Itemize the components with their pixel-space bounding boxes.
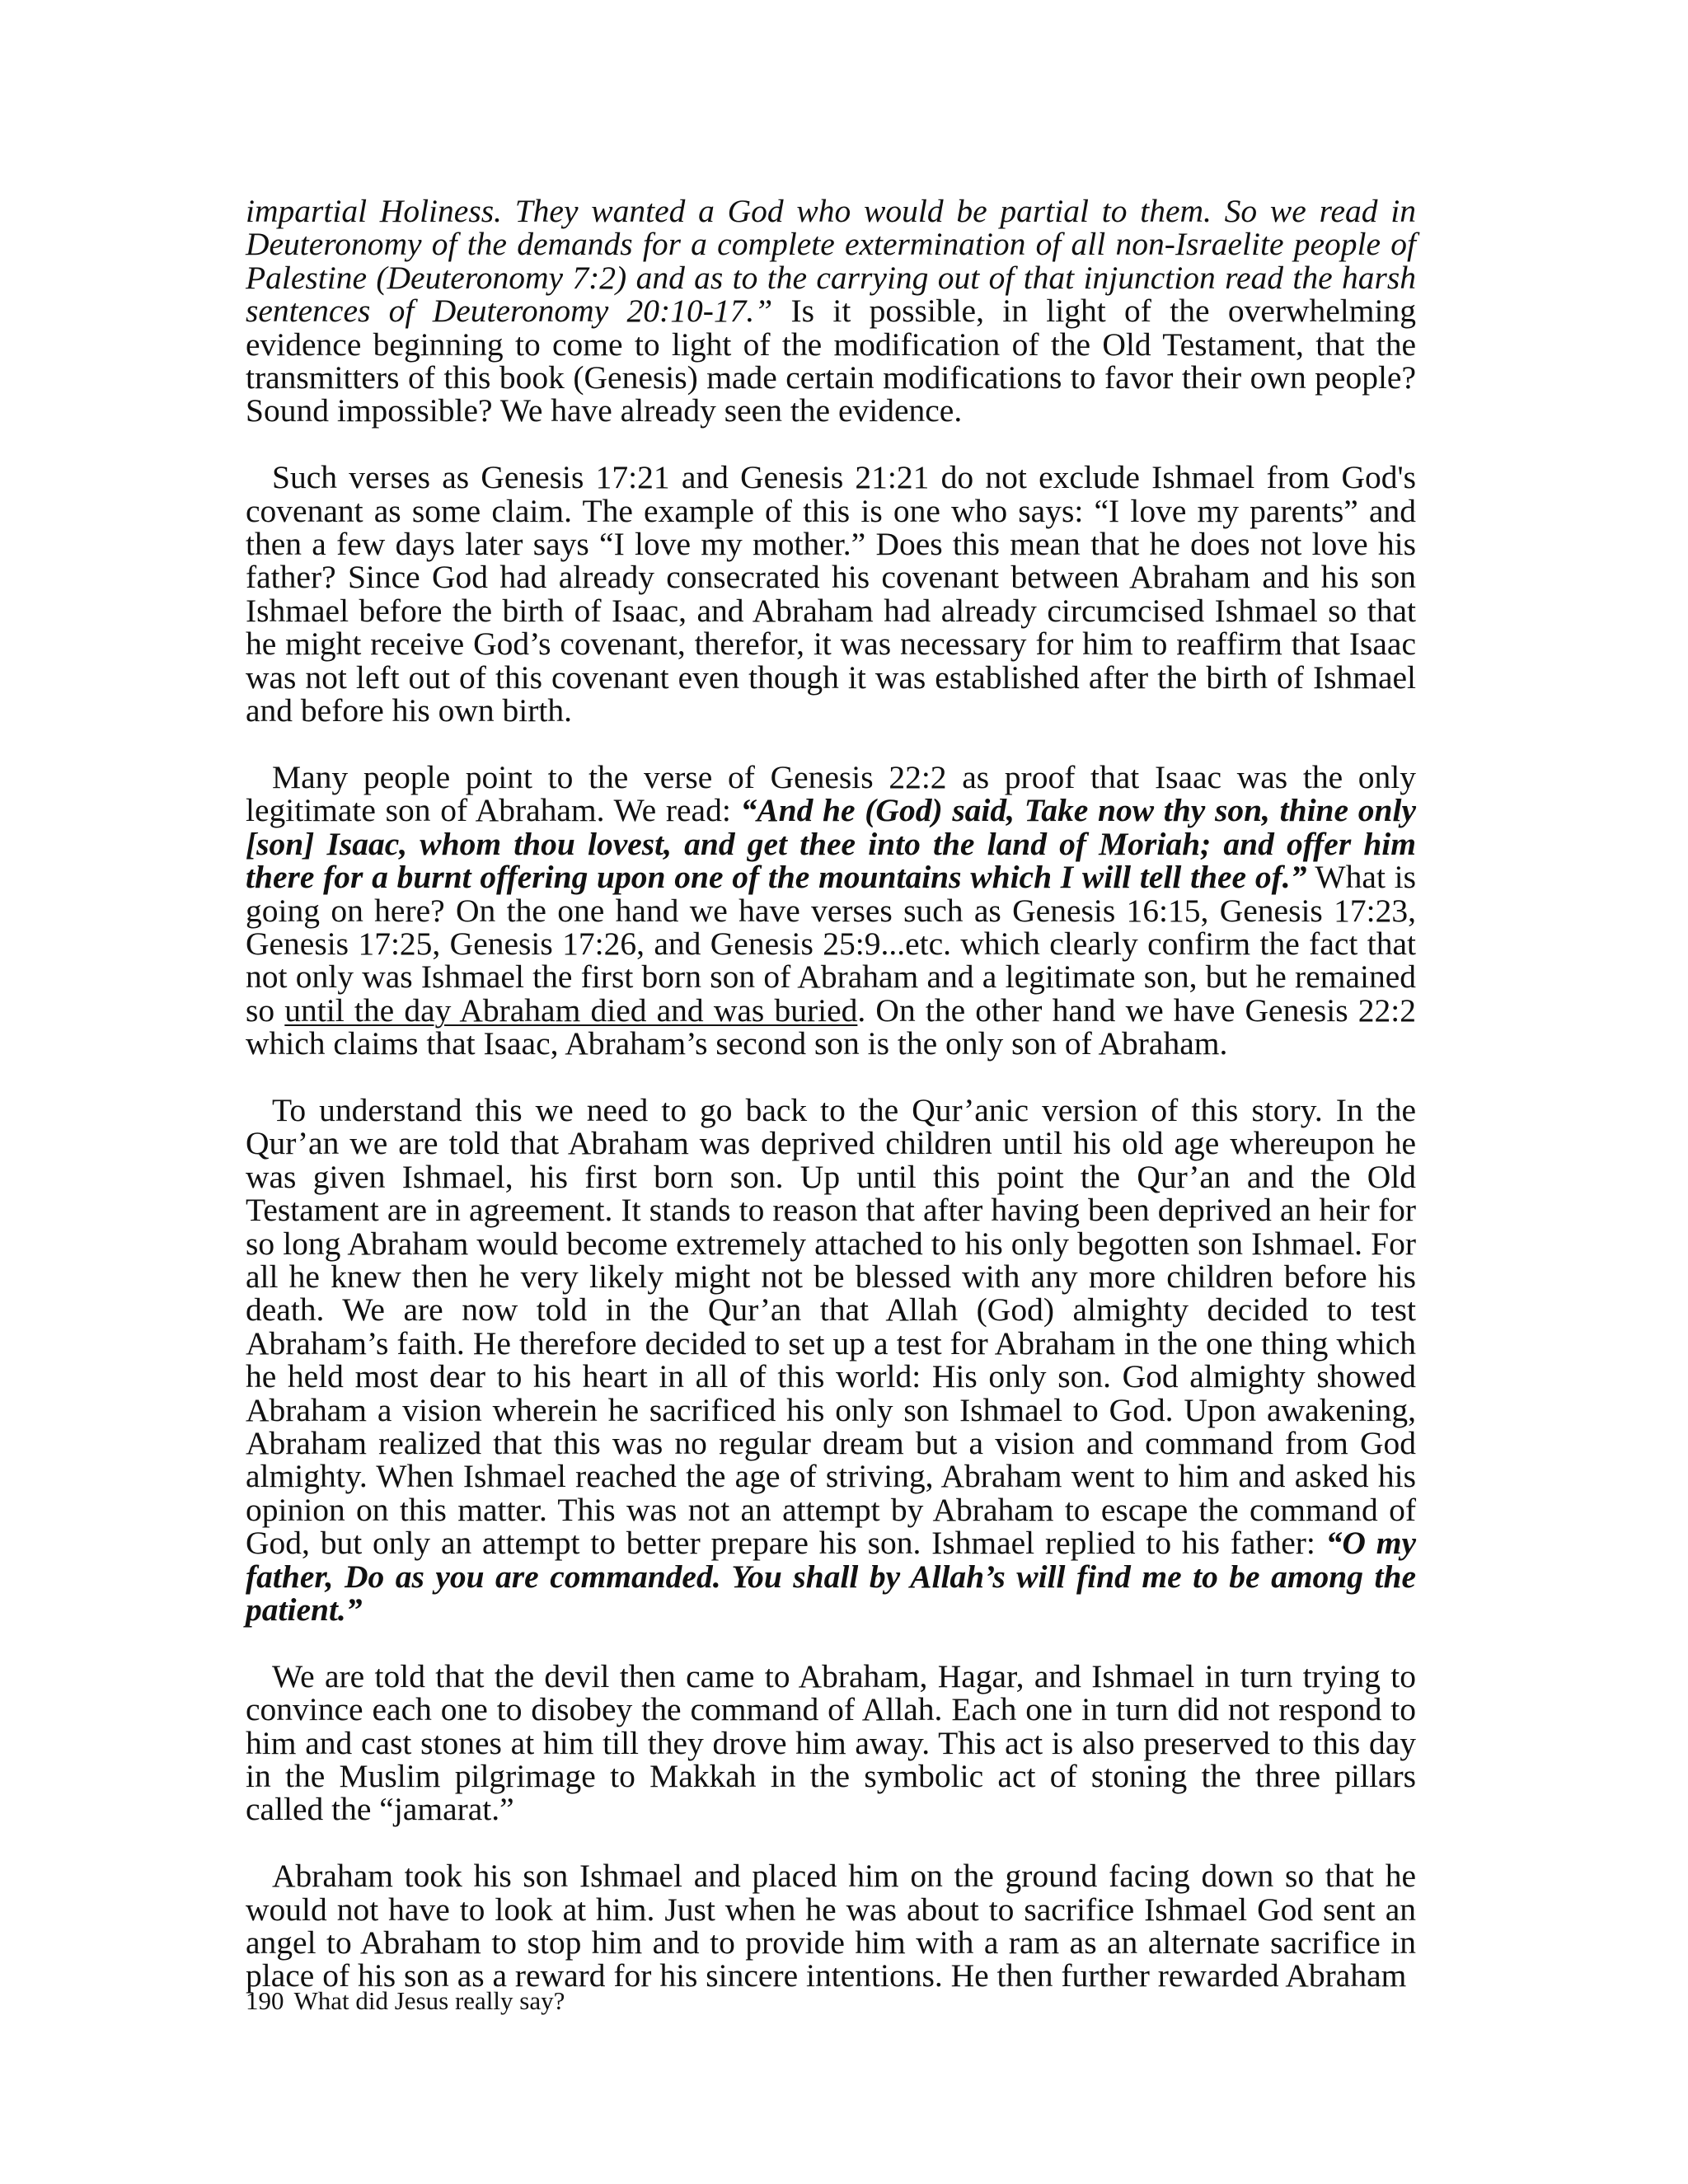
paragraph-3	[246, 758, 1417, 1062]
body-text: We are told that the devil then came to Abraham, Hagar, and Ishmael in turn trying to convince each one to disobey the command of Allah. Each one in turn did not respond to him and cast stones at him till they drove him away. This act is also preserved to this day in the Muslim pilgrimage to Makkah in the symbolic act of stoning the three pillars called the “jamarat.”	[246, 1657, 1416, 1828]
body-text: To understand this we need to go back to the Qur’anic version of this story. In the Qur’an we are told that Abraham was deprived children until his old age whereupon he was given Ishmael, his first born son. Up until this point the Qur’an and the Old Testament are in agreement. It stands to reason that after having been deprived an heir for so long Abraham would become extremely attached to his only begotten son Ishmael. For all he knew then he very likely might not be blessed with any more children before his death. We are now told in the Qur’an that Allah (God) almighty decided to test Abraham’s faith. He therefore decided to set up a test for Abraham in the one thing which he held most dear to his heart in all of this world: His only son. God almighty showed Abraham a vision wherein he sacrificed his only son Ishmael to God. Upon awakening, Abraham realized that this was no regular dream but a vision and command from God almighty. When Ishmael reached the age of striving, Abraham went to him and asked his opinion on this matter. This was not an attempt by Abraham to escape the command of God, but only an attempt to better prepare his son. Ishmael replied to his father:	[246, 1091, 1416, 1562]
paragraph-2	[246, 461, 1416, 727]
page-number: 190	[246, 1986, 284, 2015]
quote-text: impartial Holiness. They wanted a God who would be partial to them. So we read in Deuteronomy of the demands for a complete extermination of all non-Israelite people of Palestine (Deuteronomy 7:2) and as to the carrying out of that injunction read the harsh sentences of Deuteronomy 20:10-17.”	[246, 193, 1416, 330]
quran-quote: “O my father, Do as you are commanded. You shall by Allah’s will find me to be among the patient.”	[246, 1525, 1416, 1629]
body-text: Is it possible, in light of the overwhelming evidence beginning to come to light of the modification of the Old Testament, that the transmitters of this book (Genesis) made certain modifications to favor their own people? Sound impossible? We have already seen the evidence.	[246, 293, 1416, 429]
underlined-phrase: until the day Abraham died and was buried	[284, 991, 858, 1029]
page-footer	[246, 1986, 565, 2016]
paragraph-6	[246, 1859, 1416, 1993]
paragraph-5	[246, 1657, 1416, 1828]
running-title: What did Jesus really say?	[293, 1986, 565, 2015]
body-text: Such verses as Genesis 17:21 and Genesis 21:21 do not exclude Ishmael from God's covenant as some claim. The example of this is one who says: “I love my parents” and then a few days later says “I love my mother.” Does this mean that he does not love his father? Since God had already consecrated his covenant between Abraham and his son Ishmael before the birth of Isaac, and Abraham had already circumcised Ishmael so that he might receive God’s covenant, therefor, it was necessary for him to reaffirm that Isaac was not left out of this covenant even though it was established after the birth of Ishmael and before his own birth.	[246, 459, 1416, 729]
body-text: . On the other hand we have Genesis 22:2 which claims that Isaac, Abraham’s second son is the only son of Abraham.	[246, 991, 1416, 1062]
body-text: Abraham took his son Ishmael and placed him on the ground facing down so that he would not have to look at him. Just when he was about to sacrifice Ishmael God sent an angel to Abraham to stop him and to provide him with a ram as an alternate sacrifice in place of his son as a reward for his sincere intentions. He then further rewarded Abraham	[246, 1858, 1416, 1994]
body-text: What is going on here? On the one hand we have verses such as Genesis 16:15, Genesis 17:23, Genesis 17:25, Genesis 17:26, and Genesis 25:9...etc. which clearly confirm the fact that not only was Ishmael the first born son of Abraham and a legitimate son, but he remained so	[246, 859, 1417, 1029]
page-body	[246, 194, 1416, 1993]
paragraph-4	[246, 1091, 1416, 1629]
scripture-quote: “And he (God) said, Take now thy son, thine only [son] Isaac, whom thou lovest, and get thee into the land of Moriah; and offer him there for a burnt offering upon one of the mountains which I will tell thee of.”	[246, 792, 1416, 896]
body-text: Many people point to the verse of Genesis 22:2 as proof that Isaac was the only legitimate son of Abraham. We read:	[246, 758, 1416, 829]
paragraph-1	[246, 194, 1416, 428]
